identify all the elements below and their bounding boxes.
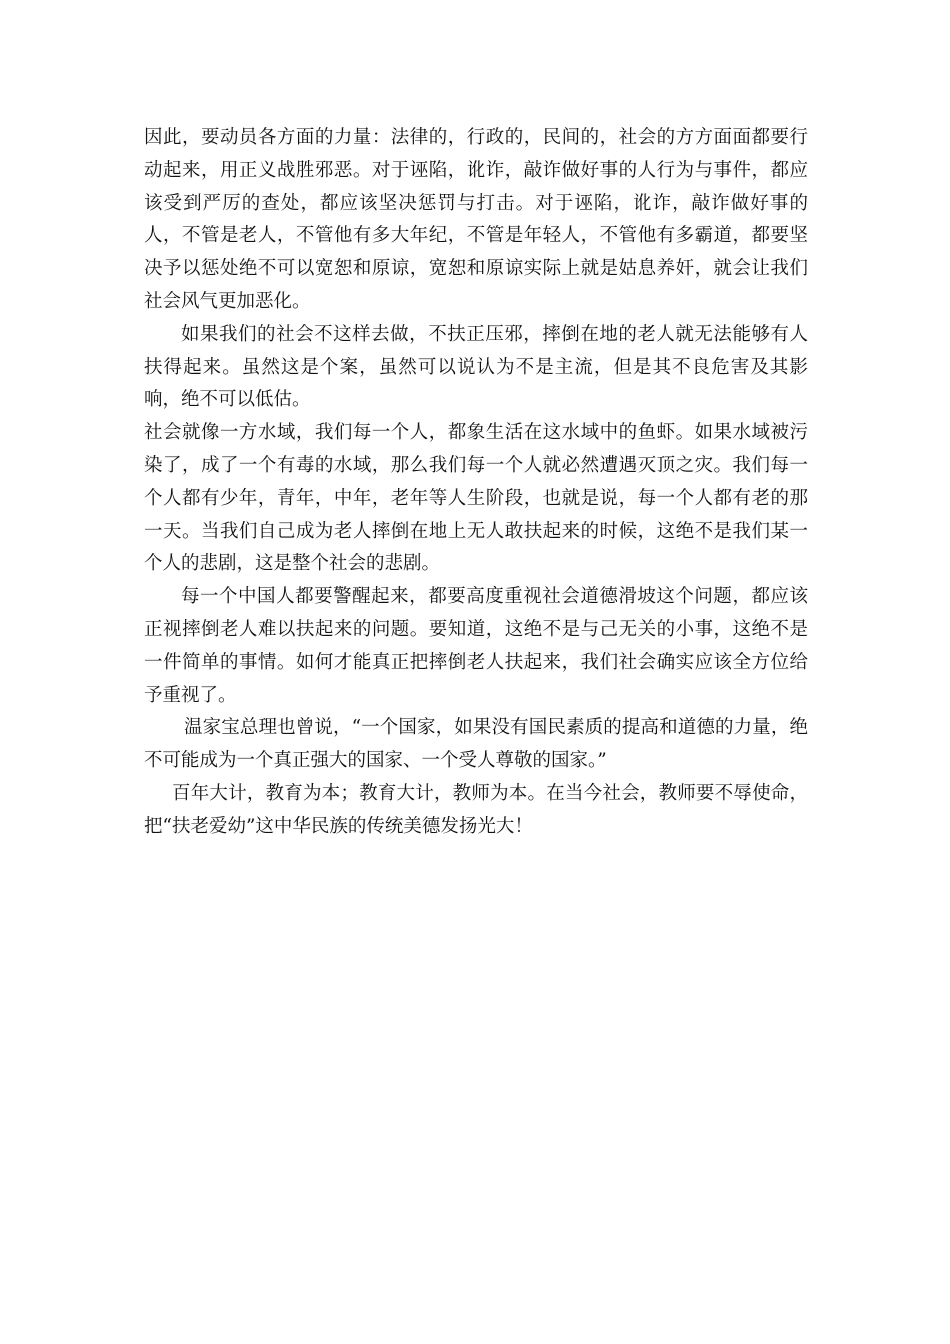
paragraph-6: 百年大计，教育为本；教育大计，教师为本。在当今社会，教师要不辱使命，把“扶老爱幼”这中华民族的传统美德发扬光大！ [144,782,808,837]
document-body [144,122,808,844]
paragraph-5: 温家宝总理也曾说，“一个国家，如果没有国民素质的提高和道德的力量，绝不可能成为一个真正强大的国家、一个受人尊敬的国家。” [144,717,808,772]
paragraph-3: 社会就像一方水域，我们每一个人，都象生活在这水域中的鱼虾。如果水域被污染了，成了一个有毒的水域，那么我们每一个人就必然遭遇灭顶之灾。我们每一个人都有少年，青年，中年，老年等人生阶段，也就是说，每一个人都有老的那一天。当我们自己成为老人摔倒在地上无人敢扶起来的时候，这绝不是我们某一个人的悲剧，这是整个社会的悲剧。 [144,422,808,575]
paragraph-2: 如果我们的社会不这样去做，不扶正压邪，摔倒在地的老人就无法能够有人扶得起来。虽然这是个案，虽然可以说认为不是主流，但是其不良危害及其影响，绝不可以低估。 [144,323,808,411]
paragraph-4: 每一个中国人都要警醒起来，都要高度重视社会道德滑坡这个问题，都应该正视摔倒老人难以扶起来的问题。要知道，这绝不是与己无关的小事，这绝不是一件简单的事情。如何才能真正把摔倒老人扶起来，我们社会确实应该全方位给予重视了。 [144,586,808,706]
paragraph-1: 因此，要动员各方面的力量：法律的，行政的，民间的，社会的方方面面都要行动起来，用正义战胜邪恶。对于诬陷，讹诈，敲诈做好事的人行为与事件，都应该受到严厉的查处，都应该坚决惩罚与打击。对于诬陷，讹诈，敲诈做好事的人，不管是老人，不管他有多大年纪，不管是年轻人，不管他有多霸道，都要坚决予以惩处绝不可以宽恕和原谅，宽恕和原谅实际上就是姑息养奸，就会让我们社会风气更加恶化。 [144,127,808,312]
